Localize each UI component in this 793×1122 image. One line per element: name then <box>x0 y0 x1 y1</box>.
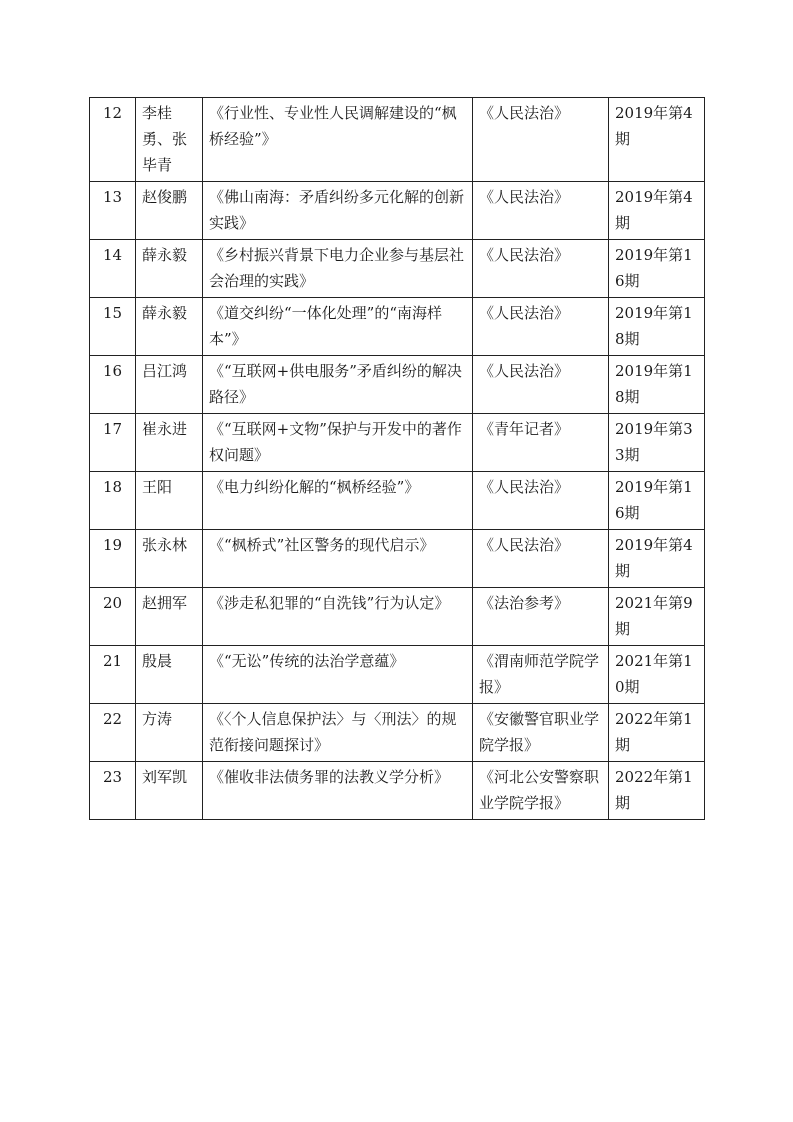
table-row <box>90 240 705 298</box>
issue-cell: 2019年第16期 <box>609 472 705 530</box>
publication-table <box>89 97 705 820</box>
issue-cell: 2019年第4期 <box>609 182 705 240</box>
table-row <box>90 298 705 356</box>
table-row <box>90 704 705 762</box>
journal-cell: 《青年记者》 <box>473 414 609 472</box>
issue-cell: 2019年第4期 <box>609 98 705 182</box>
author-cell: 李桂勇、张毕青 <box>136 98 203 182</box>
journal-cell: 《人民法治》 <box>473 182 609 240</box>
author-cell: 殷晨 <box>136 646 203 704</box>
title-cell: 《乡村振兴背景下电力企业参与基层社会治理的实践》 <box>203 240 473 298</box>
author-cell: 吕江鸿 <box>136 356 203 414</box>
issue-cell: 2022年第1期 <box>609 704 705 762</box>
title-cell: 《催收非法债务罪的法教义学分析》 <box>203 762 473 820</box>
title-cell: 《“互联网+文物”保护与开发中的著作权问题》 <box>203 414 473 472</box>
table-row <box>90 588 705 646</box>
row-number: 17 <box>90 414 136 472</box>
title-cell: 《涉走私犯罪的“自洗钱”行为认定》 <box>203 588 473 646</box>
issue-cell: 2019年第4期 <box>609 530 705 588</box>
table-row <box>90 762 705 820</box>
author-cell: 赵拥军 <box>136 588 203 646</box>
journal-cell: 《法治参考》 <box>473 588 609 646</box>
table-row <box>90 414 705 472</box>
table-row <box>90 530 705 588</box>
issue-cell: 2019年第33期 <box>609 414 705 472</box>
issue-cell: 2022年第1期 <box>609 762 705 820</box>
journal-cell: 《人民法治》 <box>473 240 609 298</box>
issue-cell: 2021年第9期 <box>609 588 705 646</box>
title-cell: 《〈个人信息保护法〉与〈刑法〉的规范衔接问题探讨》 <box>203 704 473 762</box>
title-cell: 《“枫桥式”社区警务的现代启示》 <box>203 530 473 588</box>
table-row <box>90 98 705 182</box>
issue-cell: 2021年第10期 <box>609 646 705 704</box>
journal-cell: 《渭南师范学院学报》 <box>473 646 609 704</box>
row-number: 23 <box>90 762 136 820</box>
row-number: 22 <box>90 704 136 762</box>
journal-cell: 《人民法治》 <box>473 356 609 414</box>
journal-cell: 《河北公安警察职业学院学报》 <box>473 762 609 820</box>
author-cell: 方涛 <box>136 704 203 762</box>
issue-cell: 2019年第18期 <box>609 298 705 356</box>
title-cell: 《“互联网+供电服务”矛盾纠纷的解决路径》 <box>203 356 473 414</box>
issue-cell: 2019年第16期 <box>609 240 705 298</box>
row-number: 14 <box>90 240 136 298</box>
journal-cell: 《人民法治》 <box>473 472 609 530</box>
table-row <box>90 182 705 240</box>
author-cell: 张永林 <box>136 530 203 588</box>
publication-table-body <box>90 98 705 820</box>
row-number: 20 <box>90 588 136 646</box>
author-cell: 王阳 <box>136 472 203 530</box>
issue-cell: 2019年第18期 <box>609 356 705 414</box>
row-number: 15 <box>90 298 136 356</box>
journal-cell: 《人民法治》 <box>473 298 609 356</box>
journal-cell: 《安徽警官职业学院学报》 <box>473 704 609 762</box>
title-cell: 《行业性、专业性人民调解建设的“枫桥经验”》 <box>203 98 473 182</box>
row-number: 13 <box>90 182 136 240</box>
title-cell: 《“无讼”传统的法治学意蕴》 <box>203 646 473 704</box>
author-cell: 薛永毅 <box>136 298 203 356</box>
row-number: 16 <box>90 356 136 414</box>
author-cell: 刘军凯 <box>136 762 203 820</box>
row-number: 21 <box>90 646 136 704</box>
author-cell: 薛永毅 <box>136 240 203 298</box>
row-number: 18 <box>90 472 136 530</box>
table-row <box>90 472 705 530</box>
title-cell: 《道交纠纷“一体化处理”的“南海样本”》 <box>203 298 473 356</box>
author-cell: 赵俊鹏 <box>136 182 203 240</box>
title-cell: 《电力纠纷化解的“枫桥经验”》 <box>203 472 473 530</box>
table-row <box>90 646 705 704</box>
row-number: 19 <box>90 530 136 588</box>
journal-cell: 《人民法治》 <box>473 98 609 182</box>
title-cell: 《佛山南海：矛盾纠纷多元化解的创新实践》 <box>203 182 473 240</box>
row-number: 12 <box>90 98 136 182</box>
table-row <box>90 356 705 414</box>
journal-cell: 《人民法治》 <box>473 530 609 588</box>
author-cell: 崔永进 <box>136 414 203 472</box>
